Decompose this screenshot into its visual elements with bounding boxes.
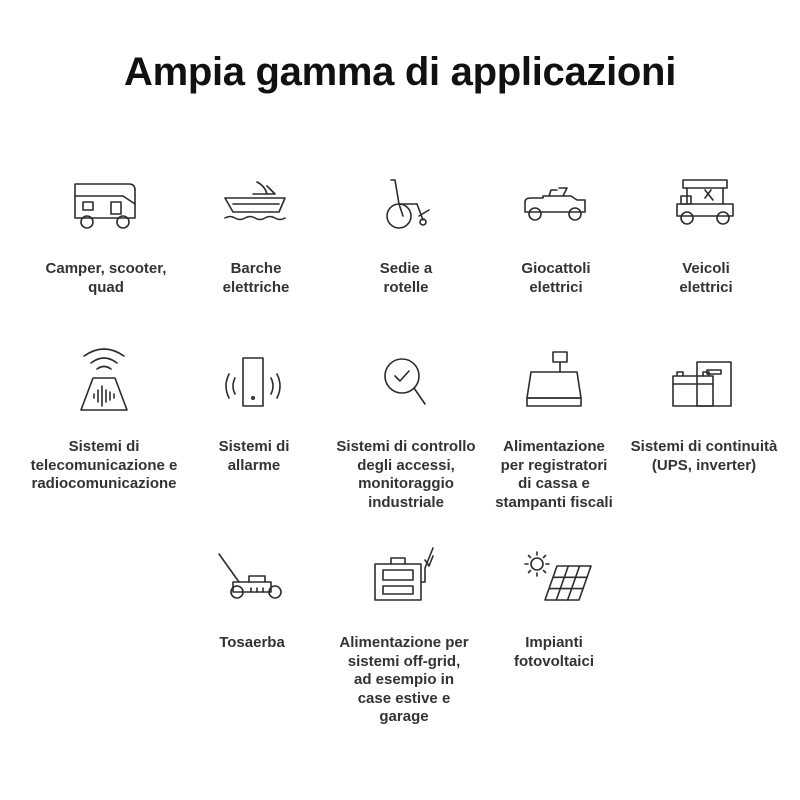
alarm-speaker-icon [217,348,291,412]
application-wheelchair [326,176,486,297]
application-boat [176,176,336,297]
solar-panel-icon [517,546,591,610]
ups-battery-icon [667,348,741,412]
boat-icon [219,176,293,240]
application-alarm [174,348,334,475]
application-label: Sistemi di controllo degli accessi, monitoraggio industriale [336,438,476,511]
application-label: Sistemi di continuità (UPS, inverter) [630,438,778,474]
application-label: Impianti fotovoltaici [513,634,594,670]
application-cash-register [474,348,634,512]
application-label: Sistemi di telecomunicazione e radiocomunicazione [30,438,178,492]
application-label: Alimentazione per registratori di cassa e stampanti fiscali [495,438,613,511]
application-label: Sistemi di allarme [218,438,290,474]
application-off-grid [324,546,484,727]
toy-car-icon [519,176,593,240]
application-solar [474,546,634,671]
application-label: Giocattoli elettrici [521,260,591,296]
application-golf-cart [626,176,786,297]
golf-cart-icon [669,176,743,240]
lawn-mower-icon [215,546,289,610]
application-label: Alimentazione per sistemi off-grid, ad esempio in case estive e garage [339,634,469,725]
application-telecom [24,348,184,494]
application-label: Barche elettriche [222,260,290,296]
application-label: Camper, scooter, quad [45,260,167,296]
page-title: Ampia gamma di applicazioni [123,50,677,94]
radio-tower-icon [67,348,141,412]
application-lawn-mower [172,546,332,653]
camper-icon [69,176,143,240]
battery-charger-icon [367,546,441,610]
application-label: Sedie a rotelle [379,260,433,296]
application-label: Veicoli elettrici [679,260,733,296]
application-ups [624,348,784,475]
application-access-control [326,348,486,512]
wheelchair-icon [369,176,443,240]
application-toy-car [476,176,636,297]
magnifier-check-icon [369,348,443,412]
application-label: Tosaerba [219,634,285,651]
cash-register-icon [517,348,591,412]
application-camper [26,176,186,297]
